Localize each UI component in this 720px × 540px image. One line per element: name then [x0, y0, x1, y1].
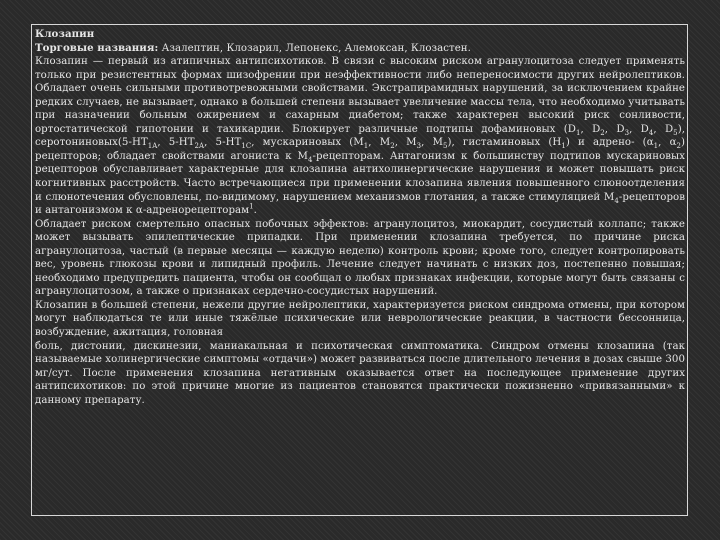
paragraph-withdrawal-b: боль, дистонии, дискинезии, маниакальная и психотическая симптоматика. Синдром отмены клозапина (так называемые холинергические симптомы «отдачи») может развиваться после длительного лечения в дозах свыше 300 мг/сут. После применения клозапина негативным оказывается ответ на последующее применение других антипсихотиков: по этой причине многие из пациентов становятся практически пожизненно «привязанными» к данному препарату. [35, 340, 685, 406]
paragraph-side-effects: Обладает риском смертельно опасных побочных эффектов: агранулоцитоз, миокардит, сосудистый коллапс; также может вызывать эпилептические припадки. При применении клозапина требуется, по причине риска агранулоцитоза, частый (в первые месяцы — каждую неделю) контроль крови; кроме того, следует контролировать вес, уровень глюкозы крови и липидный профиль. Лечение следует начинать с низких доз, постепенно повышая; необходимо предупредить пациента, чтобы он сообщал о любых признаках инфекции, которые могут быть связаны с агранулоцитозом, а также о признаках сердечно-сосудистых нарушений. [35, 218, 685, 298]
trade-names-line [35, 42, 685, 56]
trade-names-label: Торговые названия: [35, 41, 159, 54]
slide-content [35, 28, 685, 514]
trade-names: Азалептин, Клозарил, Лепонекс, Алемоксан, Клозастен. [158, 42, 471, 54]
document-title: Клозапин [35, 28, 95, 40]
paragraph-pharmacology: Клозапин — первый из атипичных антипсихотиков. В связи с высоким риском агранулоцитоза следует применять только при резистентных формах шизофрении при неэффективности либо непереносимости других нейролептиков. Обладает очень сильными противотревожными свойствами. Экстрапирамидных нарушений, за исключением крайне редких случаев, не вызывает, однако в большей степени вызывает увеличение массы тела, что необходимо учитывать при назначении больным ожирением и сахарным диабетом; также характерен высокий риск сонливости, ортостатической гипотонии и тахикардии. Блокирует различные подтипы дофаминовых ($D_1$, $D_2$, $D_3$, $D_4$, $D_5$), $серотониновых(5-НТ_{1A}$, $5-НТ_{2A}$, $5-НТ_{1C}$, мускариновых ($M_1$, $M_2$, $M_3$, $M_5$), гистаминовых $(H_1)$ и адрено- ($\alpha_1$, $\alpha_2$) рецепторов; обладает свойствами агониста к $M_4$-рецепторам. Антагонизм к большинству подтипов мускариновых рецепторов обуславливает характерные для клозапина антихолинергические нарушения и может повышать риск когнитивных расстройств. Часто встречающиеся при применении клозапина явления повышенного слюноотделения и слюнотечения обусловлены, по-видимому, нарушением механизмов глотания, а также стимуляцией $M_4$-рецепторов и антагонизмом к α-адренорецепторам$^1$. [35, 56, 685, 217]
paragraph-withdrawal-a: Клозапин в большей степени, нежели другие нейролептики, характеризуется риском синдрома отмены, при котором могут наблюдаться те или иные тяжёлые психические или неврологические реакции, в частности бессонница, возбуждение, ажитация, головная [35, 299, 685, 339]
